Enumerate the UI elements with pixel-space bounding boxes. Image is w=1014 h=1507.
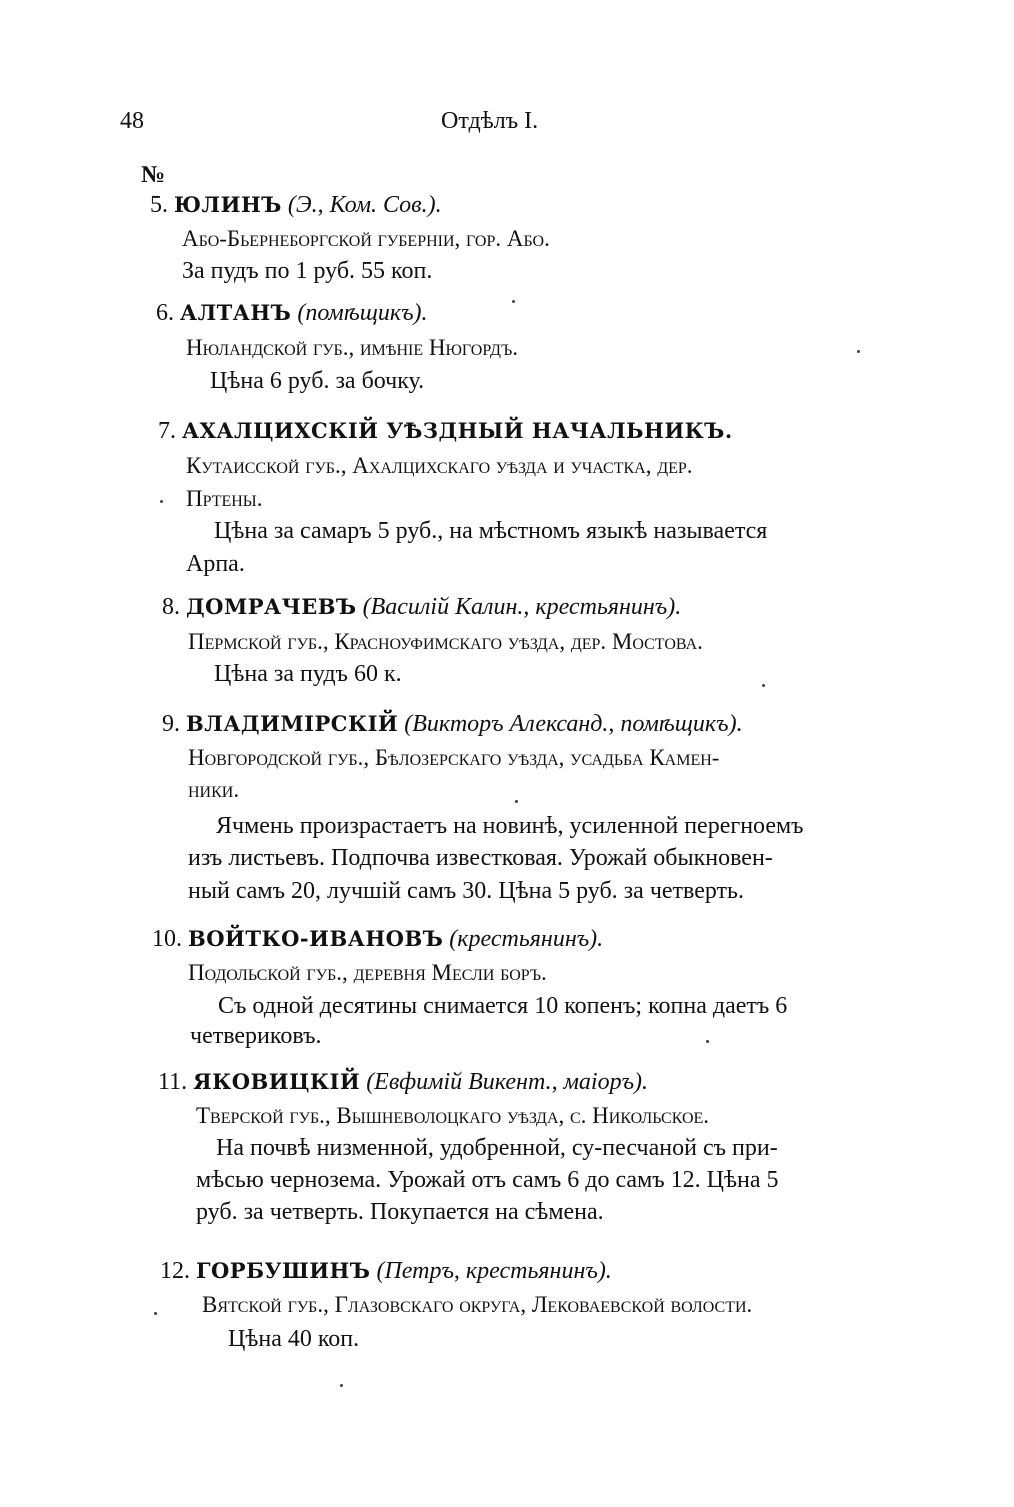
entry-text-line: изъ листьевъ. Подпочва известковая. Урожай обыкновен- bbox=[188, 845, 773, 871]
entry-text-line: четвериковъ. bbox=[190, 1023, 322, 1049]
scan-speck bbox=[515, 800, 518, 803]
entry-text-line: На почвѣ низменной, удобренной, су-песчаной съ при- bbox=[216, 1135, 778, 1161]
entry-location-cont: ники. bbox=[188, 777, 240, 802]
entry-detail: (Василій Калин., крестьянинъ). bbox=[362, 594, 682, 620]
entry-location: Подольской губ., деревня Месли боръ. bbox=[188, 960, 547, 985]
entry-location: Вятской губ., Глазовскаго округа, Лековаевской волости. bbox=[202, 1292, 753, 1317]
entry-name: ДОМРАЧЕВЪ bbox=[186, 594, 357, 619]
entry-number: 11. bbox=[158, 1069, 188, 1095]
entry-text-line: Цѣна за самаръ 5 руб., на мѣстномъ языкѣ называется bbox=[214, 518, 768, 544]
entry-location: Новгородской губ., Бѣлозерскаго уѣзда, усадьба Камен- bbox=[188, 745, 720, 770]
entry-text-line: Цѣна за пудъ 60 к. bbox=[214, 661, 402, 687]
entry-name: ВЛАДИМІРСКІЙ bbox=[186, 711, 399, 736]
number-sign: № bbox=[141, 162, 166, 188]
entry-location: Тверской губ., Вышневолоцкаго уѣзда, с. Никольское. bbox=[196, 1103, 710, 1128]
entry-text-line: Ячмень произрастаетъ на новинѣ, усиленной перегноемъ bbox=[216, 813, 804, 839]
entry-text-line: За пудъ по 1 руб. 55 коп. bbox=[182, 258, 433, 284]
entry-heading bbox=[158, 1067, 648, 1097]
entry-heading bbox=[152, 924, 603, 954]
entry-name: АЛТАНЪ bbox=[180, 300, 292, 325]
scan-speck bbox=[857, 350, 860, 353]
entry-text-line: мѣсью чернозема. Урожай отъ самъ 6 до самъ 12. Цѣна 5 bbox=[196, 1167, 779, 1193]
entry-number: 5. bbox=[150, 192, 168, 218]
entry-detail: (Э., Ком. Сов.). bbox=[287, 192, 442, 218]
scan-speck bbox=[160, 500, 163, 503]
scan-speck bbox=[762, 684, 765, 687]
entry-number: 7. bbox=[158, 418, 176, 444]
entry-name: ЮЛИНЪ bbox=[174, 192, 282, 217]
entry-number: 12. bbox=[160, 1258, 190, 1284]
entry-detail: (Викторъ Александ., помѣщикъ). bbox=[404, 711, 743, 737]
entry-detail: (помѣщикъ). bbox=[297, 300, 428, 326]
entry-text-line: Арпа. bbox=[186, 551, 245, 577]
entry-heading bbox=[160, 1256, 612, 1286]
entry-location: Нюландской губ., имѣніе Нюгордъ. bbox=[186, 335, 518, 360]
entry-name: ВОЙТКО-ИВАНОВЪ bbox=[188, 926, 444, 951]
scan-speck bbox=[512, 300, 515, 303]
entry-heading bbox=[162, 709, 743, 739]
scan-speck bbox=[706, 1040, 709, 1043]
entry-heading bbox=[162, 592, 681, 622]
entry-text-line: руб. за четверть. Покупается на сѣмена. bbox=[196, 1199, 604, 1225]
entry-heading bbox=[156, 298, 428, 328]
entry-location: Кутаисской губ., Ахалцихскаго уѣзда и участка, дер. bbox=[186, 453, 693, 478]
entry-name: АХАЛЦИХСКІЙ УѢЗДНЫЙ НАЧАЛЬНИКЪ. bbox=[182, 418, 733, 443]
entry-heading bbox=[150, 190, 442, 220]
running-head: Отдѣлъ I. bbox=[441, 108, 539, 134]
entry-number: 6. bbox=[156, 300, 174, 326]
entry-number: 9. bbox=[162, 711, 180, 737]
entry-text-line: Съ одной десятины снимается 10 копенъ; копна даетъ 6 bbox=[218, 993, 788, 1019]
entry-location-cont: Пртены. bbox=[186, 486, 263, 511]
scan-speck bbox=[340, 1384, 343, 1387]
entry-detail: (крестьянинъ). bbox=[449, 926, 604, 952]
entry-number: 8. bbox=[162, 594, 180, 620]
entry-number: 10. bbox=[152, 926, 182, 952]
entry-text-line: Цѣна 40 коп. bbox=[228, 1326, 360, 1352]
entry-detail: (Евфимій Викент., маіоръ). bbox=[366, 1069, 649, 1095]
page-number: 48 bbox=[120, 108, 144, 134]
entry-name: ЯКОВИЦКІЙ bbox=[193, 1069, 361, 1094]
entry-text-line: ный самъ 20, лучшій самъ 30. Цѣна 5 руб. за четверть. bbox=[188, 878, 744, 904]
entry-detail: (Петръ, крестьянинъ). bbox=[376, 1258, 612, 1284]
entry-text-line: Цѣна 6 руб. за бочку. bbox=[210, 368, 425, 394]
entry-name: ГОРБУШИНЪ bbox=[196, 1258, 371, 1283]
entry-location: Або-Бьернеборгской губерніи, гор. Або. bbox=[182, 226, 550, 251]
entry-location: Пермской губ., Красноуфимскаго уѣзда, дер. Мостова. bbox=[188, 629, 703, 654]
scan-speck bbox=[154, 1312, 157, 1315]
entry-heading bbox=[158, 416, 733, 446]
